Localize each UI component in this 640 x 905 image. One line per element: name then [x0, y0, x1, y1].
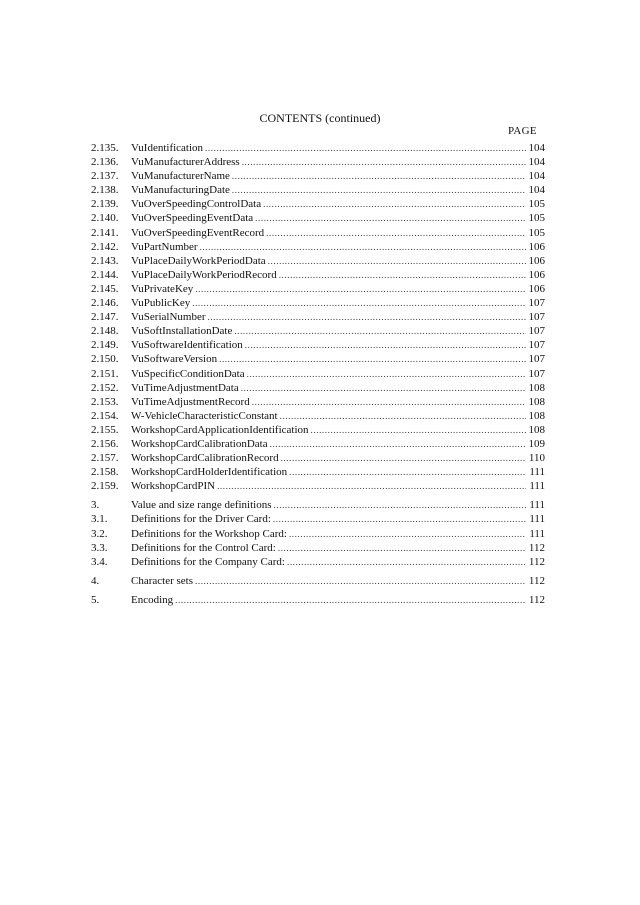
entry-number: 5.: [91, 593, 100, 606]
toc-entry: [91, 169, 545, 183]
entry-title: VuPlaceDailyWorkPeriodRecord: [131, 268, 277, 281]
toc-entry: [91, 254, 545, 268]
toc-entry: [91, 155, 545, 169]
entry-number: 2.141.: [91, 226, 119, 239]
entry-title: VuManufacturerName: [131, 170, 230, 183]
toc-entry: [91, 541, 545, 555]
entry-title: Value and size range definitions: [131, 499, 272, 512]
dot-leader: [274, 498, 526, 512]
entry-page: 109: [528, 437, 545, 450]
entry-page: 107: [528, 325, 545, 338]
dot-leader: [195, 574, 526, 588]
toc-entry: [91, 183, 545, 197]
dot-leader: [242, 155, 526, 169]
toc-entry: [91, 479, 545, 493]
entry-page: 106: [528, 254, 545, 267]
toc-entry: [91, 555, 545, 569]
entry-page: 104: [528, 170, 545, 183]
entry-title: VuPlaceDailyWorkPeriodData: [131, 254, 266, 267]
entry-title: WorkshopCardCalibrationRecord: [131, 452, 279, 465]
entry-number: 2.151.: [91, 367, 119, 380]
entry-number: 3.4.: [91, 555, 108, 568]
dot-leader: [255, 211, 526, 225]
entry-number: 2.155.: [91, 423, 119, 436]
dot-leader: [217, 479, 526, 493]
entry-page: 107: [528, 353, 545, 366]
entry-number: 2.145.: [91, 282, 119, 295]
page-title: CONTENTS (continued): [259, 111, 381, 125]
entry-number: 2.159.: [91, 480, 119, 493]
entry-page: 111: [529, 527, 545, 540]
dot-leader: [232, 183, 526, 197]
toc-entry: [91, 324, 545, 338]
entry-title: VuSoftwareIdentification: [131, 339, 243, 352]
dot-leader: [192, 296, 526, 310]
entry-page: 105: [528, 226, 545, 239]
entry-number: 2.140.: [91, 212, 119, 225]
entry-title: VuSerialNumber: [131, 311, 206, 324]
entry-number: 2.150.: [91, 353, 119, 366]
entry-number: 2.136.: [91, 156, 119, 169]
entry-number: 2.154.: [91, 409, 119, 422]
toc-entry: [91, 574, 545, 588]
entry-title: VuTimeAdjustmentRecord: [131, 395, 250, 408]
entry-number: 3.1.: [91, 513, 108, 526]
entry-number: 2.153.: [91, 395, 119, 408]
dot-leader: [234, 324, 526, 338]
entry-page: 112: [528, 541, 545, 554]
dot-leader: [252, 395, 526, 409]
entry-title: Character sets: [131, 574, 193, 587]
dot-leader: [263, 197, 526, 211]
dot-leader: [289, 465, 526, 479]
dot-leader: [273, 512, 526, 526]
entry-number: 2.157.: [91, 452, 119, 465]
entry-title: VuOverSpeedingControlData: [131, 198, 262, 211]
toc-entry: [91, 498, 545, 512]
entry-title: WorkshopCardApplicationIdentification: [131, 423, 309, 436]
dot-leader: [268, 254, 526, 268]
entry-title: WorkshopCardHolderIdentification: [131, 466, 288, 479]
entry-title: VuSoftInstallationDate: [131, 325, 233, 338]
entry-number: 2.137.: [91, 170, 119, 183]
entry-number: 2.158.: [91, 466, 119, 479]
dot-leader: [266, 226, 526, 240]
entry-number: 2.147.: [91, 311, 119, 324]
entry-page: 111: [529, 466, 545, 479]
entry-title: Encoding: [131, 593, 174, 606]
entry-page: 107: [528, 367, 545, 380]
toc-entry: [91, 211, 545, 225]
entry-title: VuPartNumber: [131, 240, 198, 253]
toc-entry: [91, 310, 545, 324]
entry-title: Definitions for the Company Card:: [131, 555, 285, 568]
dot-leader: [247, 367, 526, 381]
entry-title: VuPrivateKey: [131, 282, 194, 295]
toc-entry: [91, 296, 545, 310]
entry-page: 111: [529, 499, 545, 512]
entry-page: 108: [528, 423, 545, 436]
entry-page: 104: [528, 142, 545, 154]
entry-title: Definitions for the Workshop Card:: [131, 527, 287, 540]
entry-number: 2.144.: [91, 268, 119, 281]
entry-number: 3.: [91, 499, 100, 512]
table-of-contents: [91, 141, 545, 607]
entry-number: 2.146.: [91, 297, 119, 310]
entry-number: 3.2.: [91, 527, 108, 540]
toc-entry: [91, 381, 545, 395]
entry-page: 108: [528, 395, 545, 408]
toc-entry: [91, 512, 545, 526]
entry-page: 110: [528, 452, 545, 465]
entry-page: 106: [528, 282, 545, 295]
entry-number: 2.148.: [91, 325, 119, 338]
entry-number: 2.149.: [91, 339, 119, 352]
entry-page: 112: [528, 555, 545, 568]
toc-entry: [91, 197, 545, 211]
dot-leader: [278, 541, 526, 555]
dot-leader: [232, 169, 526, 183]
entry-title: VuTimeAdjustmentData: [131, 381, 239, 394]
entry-page: 108: [528, 409, 545, 422]
entry-number: 2.156.: [91, 437, 119, 450]
entry-number: 2.138.: [91, 184, 119, 197]
entry-title: Definitions for the Control Card:: [131, 541, 276, 554]
entry-page: 105: [528, 212, 545, 225]
entry-page: 106: [528, 268, 545, 281]
entry-title: VuManufacturerAddress: [131, 156, 240, 169]
entry-title: VuOverSpeedingEventRecord: [131, 226, 265, 239]
entry-page: 104: [528, 184, 545, 197]
toc-entry: [91, 352, 545, 366]
entry-number: 2.142.: [91, 240, 119, 253]
entry-page: 112: [528, 574, 545, 587]
toc-entry: [91, 240, 545, 254]
toc-entry: [91, 338, 545, 352]
entry-title: WorkshopCardPIN: [131, 480, 216, 493]
dot-leader: [219, 352, 526, 366]
dot-leader: [281, 451, 526, 465]
dot-leader: [287, 555, 526, 569]
entry-page: 111: [529, 480, 545, 493]
entry-title: WorkshopCardCalibrationData: [131, 437, 268, 450]
entry-page: 107: [528, 311, 545, 324]
toc-entry: [91, 451, 545, 465]
toc-entry: [91, 527, 545, 541]
entry-page: 106: [528, 240, 545, 253]
toc-entry: [91, 437, 545, 451]
entry-title: VuSoftwareVersion: [131, 353, 218, 366]
toc-entry: [91, 226, 545, 240]
dot-leader: [208, 310, 527, 324]
entry-page: 107: [528, 339, 545, 352]
toc-entry: [91, 367, 545, 381]
entry-number: 3.3.: [91, 541, 108, 554]
dot-leader: [289, 527, 526, 541]
entry-page: 105: [528, 198, 545, 211]
entry-title: VuPublicKey: [131, 297, 191, 310]
toc-entry: [91, 395, 545, 409]
entry-page: 111: [529, 513, 545, 526]
entry-page: 108: [528, 381, 545, 394]
entry-title: W-VehicleCharacteristicConstant: [131, 409, 278, 422]
dot-leader: [175, 593, 526, 607]
toc-entry: [91, 268, 545, 282]
entry-title: Definitions for the Driver Card:: [131, 513, 271, 526]
dot-leader: [245, 338, 526, 352]
toc-entry: [91, 593, 545, 607]
dot-leader: [280, 409, 526, 423]
dot-leader: [270, 437, 526, 451]
toc-entry: [91, 465, 545, 479]
entry-page: 112: [528, 593, 545, 606]
toc-entry: [91, 423, 545, 437]
dot-leader: [200, 240, 526, 254]
dot-leader: [311, 423, 526, 437]
page-column-label: PAGE: [508, 125, 537, 137]
dot-leader: [195, 282, 526, 296]
entry-title: VuSpecificConditionData: [131, 367, 245, 380]
dot-leader: [241, 381, 526, 395]
entry-title: VuIdentification: [131, 142, 204, 154]
entry-title: VuOverSpeedingEventData: [131, 212, 254, 225]
entry-number: 2.135.: [91, 142, 119, 154]
entry-number: 2.152.: [91, 381, 119, 394]
entry-number: 2.139.: [91, 198, 119, 211]
toc-entry: [91, 282, 545, 296]
dot-leader: [205, 141, 526, 155]
entry-number: 4.: [91, 574, 100, 587]
entry-number: 2.143.: [91, 254, 119, 267]
entry-page: 107: [528, 297, 545, 310]
entry-page: 104: [528, 156, 545, 169]
toc-entry: [91, 409, 545, 423]
dot-leader: [279, 268, 526, 282]
toc-entry: [91, 141, 545, 155]
entry-title: VuManufacturingDate: [131, 184, 230, 197]
